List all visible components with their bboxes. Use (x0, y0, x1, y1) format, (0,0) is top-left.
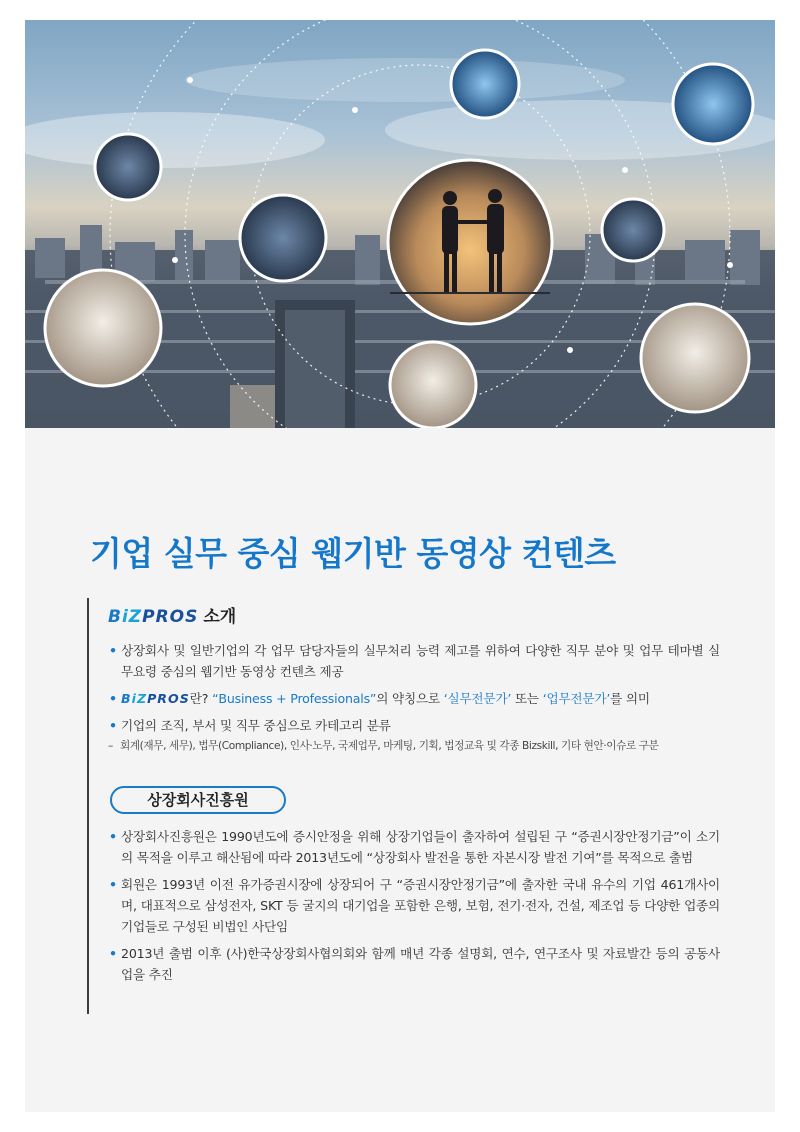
list-item: • 회원은 1993년 이전 유가증권시장에 상장되어 구 “증권시장안정기금”에 출자한 국내 유수의 기업 461개사이며, 대표적으로 삼성전자, SKT 등 굴지의 대기업을 포함한 은행, 보험, 전기·전자, 건설, 제조업 등 다양한 업종의 기업들로 구성된 비법인 사단임 (108, 874, 720, 937)
bizpros-intro-heading: BiZPROS 소개 (108, 607, 237, 627)
list-item: • 2013년 출범 이후 (사)한국상장회사협의회와 함께 매년 각종 설명회, 연수, 연구조사 및 자료발간 등의 공동사업을 추진 (108, 943, 720, 985)
page-title: 기업 실무 중심 웹기반 동영상 컨텐츠 (90, 534, 616, 573)
list-item: • 기업의 조직, 부서 및 직무 중심으로 카테고리 분류 (108, 715, 720, 736)
section-divider-line (87, 598, 89, 1014)
hero-image (25, 20, 775, 428)
list-item: • BiZPROS란? “Business + Professionals”의 약칭으로 ‘실무전문가’ 또는 ‘업무전문가’를 의미 (108, 688, 720, 709)
list-subitem: – 회계(재무, 세무), 법무(Compliance), 인사·노무, 국제업무, 마케팅, 기획, 법정교육 및 각종 Bizskill, 기타 현안·이슈로 구분 (108, 736, 720, 757)
list-item: • 상장회사 및 일반기업의 각 업무 담당자들의 실무처리 능력 제고를 위하여 다양한 직무 분야 및 업무 테마별 실무요령 중심의 웹기반 동영상 컨텐츠 제공 (108, 640, 720, 682)
bizpros-logo: BiZPROS (108, 607, 199, 627)
section-pill-klca: 상장회사진흥원 (110, 786, 286, 814)
klca-list (108, 826, 720, 985)
hero-illustration (25, 20, 775, 428)
bizpros-logo-inline: BiZPROS (121, 691, 190, 706)
list-item: • 상장회사진흥원은 1990년도에 증시안정을 위해 상장기업들이 출자하여 설립된 구 “증권시장안정기금”이 소기의 목적을 이루고 해산됨에 따라 2013년도에 “상장회사 발전을 통한 자본시장 발전 기여”를 목적으로 출범 (108, 826, 720, 868)
bizpros-intro-list (108, 640, 720, 757)
